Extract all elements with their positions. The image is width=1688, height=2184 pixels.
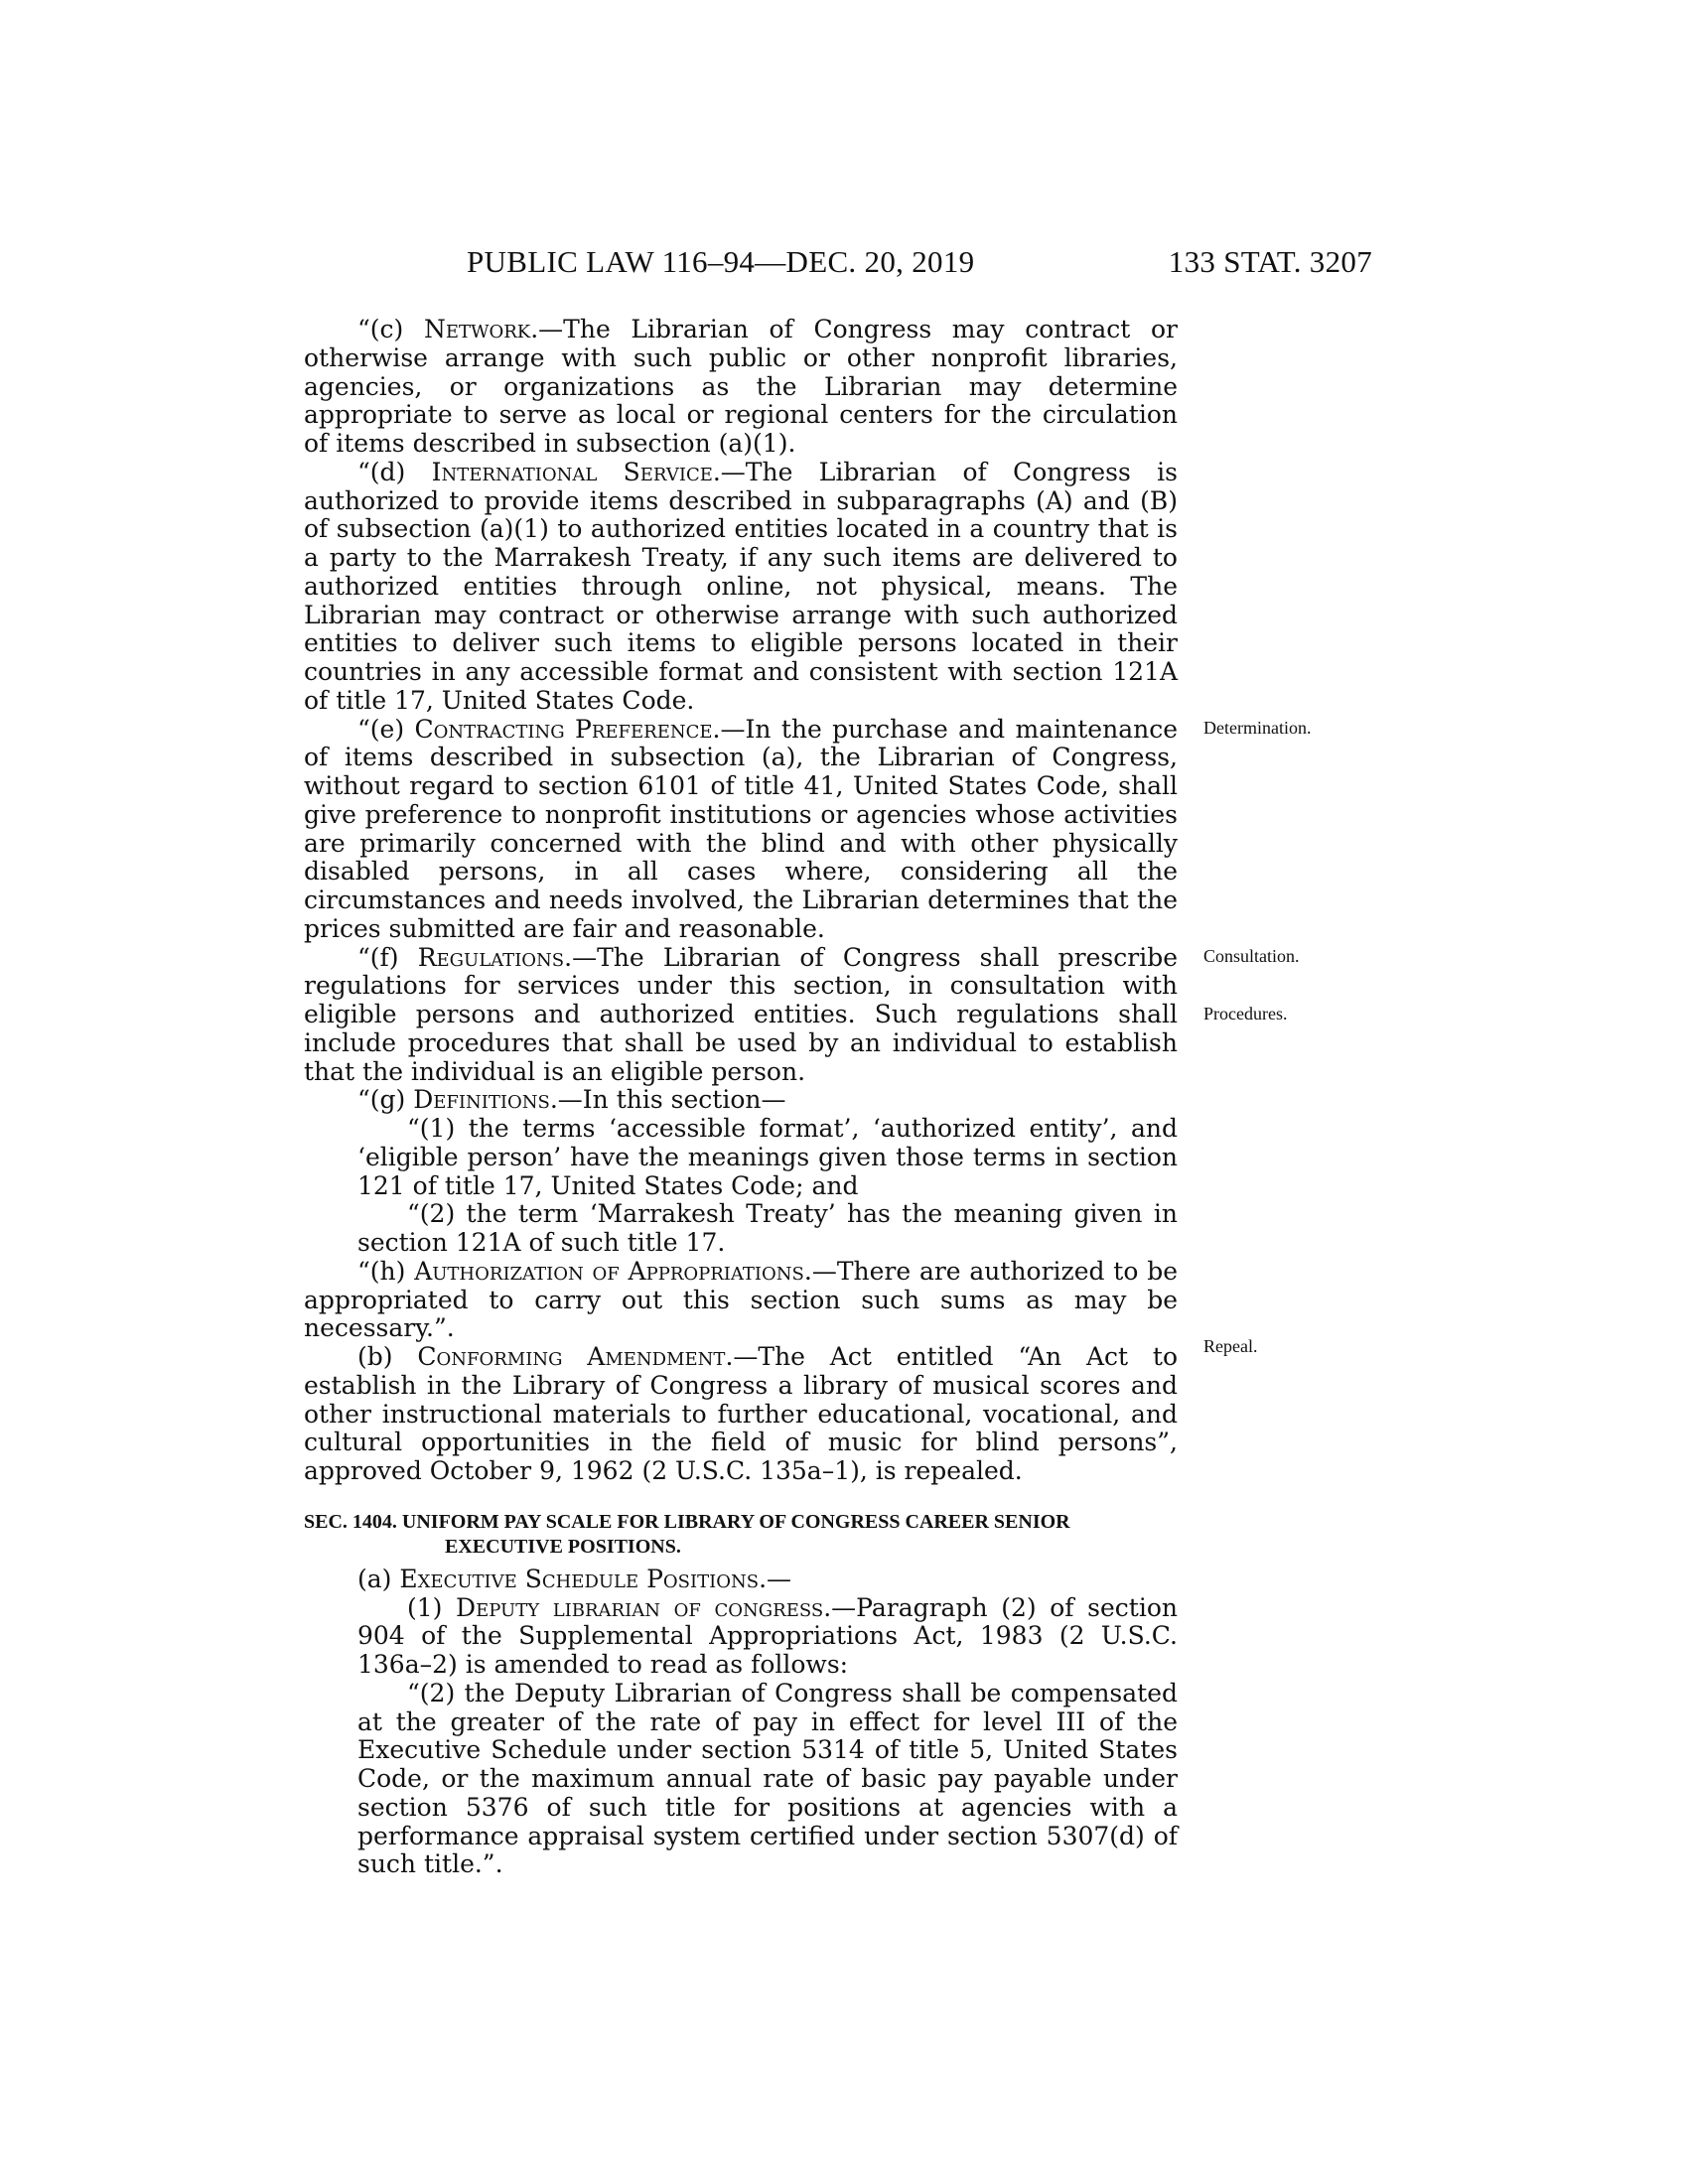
subsection-b-conforming — [304, 1343, 1178, 1486]
subsection-g-open: “(g) — [357, 1085, 414, 1115]
subsection-f-text: .—The Librarian of Congress shall prescribe regulations for services under this section, in consultation with eligible persons and authorized entities. Such regulations shall include procedures that shall be used by an individual to establish that the individual is an eligible person. — [304, 942, 1178, 1086]
page-header — [0, 244, 1688, 284]
section-1404-a1-heading: Deputy librarian of congress — [456, 1592, 824, 1622]
section-1404-subsection-a — [304, 1566, 1178, 1594]
section-1404-a1-text: .—Paragraph (2) of section 904 of the Supplemental Appropriations Act, 1983 (2 U.S.C. 136a–2) is amended to read as follows: — [357, 1592, 1178, 1679]
section-1404-a1-open: (1) — [407, 1592, 457, 1622]
subsection-b-open: (b) — [357, 1342, 418, 1371]
subsection-g-heading: Definitions — [413, 1085, 550, 1115]
subsection-g-paragraph-2: “(2) the term ‘Marrakesh Treaty’ has the meaning given in section 121A of such title 17. — [357, 1199, 1178, 1257]
subsection-c-text: .—The Librarian of Congress may contract or otherwise arrange with such public or other nonprofit libraries, agencies, or organizations as the Librarian may determine appropriate to serve as local or regional centers for the circulation of items described in subsection (a)(1). — [304, 315, 1178, 458]
subsection-e — [304, 716, 1178, 944]
subsection-c-heading: Network — [423, 315, 531, 343]
margin-note-repeal: Repeal. — [1203, 1336, 1258, 1356]
subsection-g — [304, 1086, 1178, 1115]
subsection-f-open: “(f) — [357, 942, 418, 972]
subsection-g-paragraph-1: “(1) the terms ‘accessible format’, ‘authorized entity’, and ‘eligible person’ have the meanings given those terms in section 121 of title 17, United States Code; and — [357, 1114, 1178, 1200]
margin-note-procedures: Procedures. — [1203, 1004, 1288, 1024]
subsection-f-heading: Regulations — [417, 942, 565, 972]
statute-page-number: 133 STAT. 3207 — [1168, 244, 1372, 279]
subsection-h — [304, 1258, 1178, 1343]
section-1404-a-heading: Executive Schedule Positions — [399, 1564, 760, 1593]
subsection-b-text: .—The Act entitled “An Act to establish in the Library of Congress a library of musical scores and other instructional materials to further educational, vocational, and cultural opportunities in the field of music for blind persons”, approved October 9, 1962 (2 U.S.C. 135a–1), is repealed. — [304, 1342, 1178, 1485]
section-1404-a-open: (a) — [357, 1564, 400, 1593]
section-1404-paragraph-1 — [304, 1594, 1178, 1680]
margin-note-consultation: Consultation. — [1203, 946, 1300, 966]
subsection-c — [304, 316, 1178, 459]
subsection-b-heading: Conforming Amendment — [417, 1342, 726, 1371]
public-law-citation: PUBLIC LAW 116–94—DEC. 20, 2019 — [467, 244, 975, 279]
section-1404-quoted-paragraph: “(2) the Deputy Librarian of Congress shall be compensated at the greater of the rate of pay in effect for level III of the Executive Schedule under section 5314 of title 5, United States Code, or the maximum annual rate of basic pay payable under section 5376 of such title for positions at agencies with a performance appraisal system certified under section 5307(d) of such title.”. — [357, 1678, 1178, 1879]
subsection-e-text: .—In the purchase and maintenance of items described in subsection (a), the Librarian of Congress, without regard to section 6101 of title 41, United States Code, shall give preference to nonprofit institutions or agencies whose activities are primarily concerned with the blind and with other physically disabled persons, in all cases where, considering all the circumstances and needs involved, the Librarian determines that the prices submitted are fair and reasonable. — [304, 714, 1178, 943]
margin-note-determination: Determination. — [1203, 718, 1312, 738]
subsection-d-open: “(d) — [357, 457, 432, 486]
statute-body — [304, 316, 1178, 1879]
subsection-e-open: “(e) — [357, 714, 415, 744]
subsection-d-heading: International Service — [431, 457, 713, 486]
subsection-d-text: .—The Librarian of Congress is authorized to provide items described in subparagraphs (A) and (B) of subsection (a)(1) to authorized entities located in a country that is a party to the Marrakesh Treaty, if any such items are delivered to authorized entities through online, not physical, means. The Librarian may contract or otherwise arrange with such authorized entities to deliver such items to eligible persons located in their countries in any accessible format and consistent with section 121A of title 17, United States Code. — [304, 457, 1178, 715]
subsection-g-text: .—In this section— — [549, 1085, 786, 1115]
section-1404-a-text: .— — [759, 1564, 792, 1593]
subsection-h-heading: Authorization of Appropriations — [414, 1256, 804, 1286]
subsection-c-open: “(c) — [357, 315, 424, 343]
subsection-h-text: .—There are authorized to be appropriated to carry out this section such sums as may be necessary.”. — [304, 1256, 1179, 1343]
subsection-d — [304, 459, 1178, 716]
subsection-h-open: “(h) — [357, 1256, 415, 1286]
subsection-e-heading: Contracting Preference — [414, 714, 713, 744]
subsection-f — [304, 944, 1178, 1087]
section-1404-heading: SEC. 1404. UNIFORM PAY SCALE FOR LIBRARY OF CONGRESS CAREER SENIOR EXECUTIVE POSITIONS. — [304, 1510, 1070, 1558]
